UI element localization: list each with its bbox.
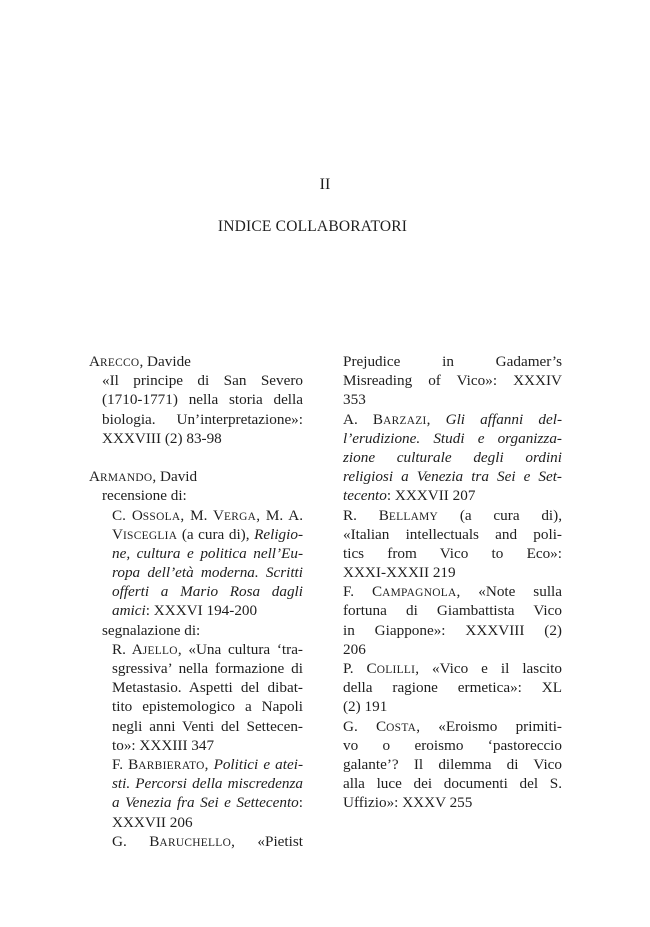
text-run: in Giappone»: XXXVIII (2) — [343, 621, 562, 639]
index-line — [89, 678, 303, 697]
right-column — [343, 352, 562, 813]
author-smallcaps: OSTA — [386, 721, 417, 734]
text-run: , David — [152, 468, 198, 486]
index-line — [343, 601, 562, 620]
author-smallcaps: ARUCHELLO — [159, 836, 232, 849]
italic-title: ne, cultura e politica nell’Eu- — [112, 544, 303, 562]
text-run: galante’? Il dilemma di Vico — [343, 755, 562, 773]
italic-title: Gli affanni del- — [445, 410, 562, 428]
text-run: tics from Vico to Eco»: — [343, 544, 562, 562]
index-line — [343, 544, 562, 563]
index-line — [89, 390, 303, 409]
text-run: negli anni Venti del Settecen- — [112, 717, 303, 735]
text-run: , M. A. — [256, 506, 303, 524]
index-line — [89, 601, 303, 620]
index-line — [89, 582, 303, 601]
text-run: (a cura di), — [177, 525, 255, 543]
text-run: A — [89, 468, 100, 486]
text-run: segnalazione di: — [102, 621, 201, 639]
index-line — [343, 755, 562, 774]
index-line — [89, 717, 303, 736]
text-run: XXXVIII (2) 83-98 — [102, 429, 222, 447]
text-run: , «Eroismo primiti- — [416, 717, 562, 735]
text-run: tito epistemologico a Napoli — [112, 698, 303, 716]
index-line — [343, 390, 562, 409]
index-line — [89, 486, 303, 505]
author-smallcaps: ERGA — [223, 510, 257, 523]
author-smallcaps: JELLO — [142, 644, 178, 657]
page-number: II — [319, 176, 331, 193]
text-run: Uffizio»: XXXV 255 — [343, 794, 473, 812]
text-run: R. A — [112, 640, 143, 658]
index-line — [343, 640, 562, 659]
text-run: , — [426, 410, 446, 428]
text-run: (2) 191 — [343, 698, 388, 716]
text-run: Prejudice in Gadamer’s — [343, 353, 562, 370]
index-line — [89, 410, 303, 429]
text-run: «Il principe di San Severo — [102, 372, 303, 390]
italic-title: amici — [112, 602, 146, 620]
italic-title: tecento — [343, 487, 387, 505]
index-line — [343, 352, 562, 371]
index-line — [343, 793, 562, 812]
index-line — [343, 678, 562, 697]
text-run: P. C — [343, 660, 377, 677]
index-line — [89, 640, 303, 659]
text-run: G. C — [343, 717, 387, 735]
index-line — [89, 774, 303, 793]
text-run: XXXI-XXXII 219 — [343, 564, 456, 582]
text-run: alla luce dei documenti del S. — [343, 775, 562, 793]
text-run: to»: XXXIII 347 — [112, 736, 215, 754]
text-run: G. B — [112, 832, 160, 850]
index-line — [343, 774, 562, 793]
index-line — [343, 659, 562, 678]
text-run: Metastasio. Aspetti del dibat- — [112, 679, 303, 697]
index-line — [343, 717, 562, 736]
author-smallcaps: RMANDO — [99, 472, 153, 485]
index-line — [89, 736, 303, 755]
text-run: (a cura di), — [438, 506, 562, 524]
index-line — [343, 429, 562, 448]
index-line — [343, 525, 562, 544]
index-line — [89, 506, 303, 525]
text-run: , «Vico e il lascito — [415, 660, 562, 677]
author-smallcaps: ISCEGLIA — [122, 529, 178, 542]
text-run: , «Note sulla — [456, 583, 562, 601]
text-run: vo o eroismo ‘pastoreccio — [343, 736, 562, 754]
index-line — [89, 793, 303, 812]
italic-title: ropa dell’età moderna. Scritti — [112, 564, 303, 582]
text-run: 353 — [343, 391, 366, 409]
index-line — [89, 813, 303, 832]
section-title: INDICE COLLABORATORI — [217, 218, 408, 235]
author-smallcaps: SSOLA — [142, 510, 181, 523]
text-run: , «Una cultura ‘tra- — [177, 640, 303, 658]
text-run: F. B — [112, 755, 139, 773]
text-run: : — [298, 794, 303, 812]
text-run: V — [112, 525, 123, 543]
index-line — [343, 582, 562, 601]
text-run: A — [89, 353, 100, 370]
index-line — [343, 467, 562, 486]
author-smallcaps: ELLAMY — [388, 510, 439, 523]
author-smallcaps: RECCO — [99, 357, 140, 369]
text-run: XXXVII 206 — [112, 813, 193, 831]
index-line — [89, 697, 303, 716]
text-run: fortuna di Giambattista Vico — [343, 602, 562, 620]
text-run: , Davide — [139, 353, 191, 370]
index-line — [343, 410, 562, 429]
text-run: , M. V — [180, 506, 224, 524]
text-run: Misreading of Vico»: XXXIV — [343, 372, 562, 390]
text-run: R. B — [343, 506, 389, 524]
italic-title: a Venezia fra Sei e Settecento — [112, 794, 299, 812]
index-line — [89, 659, 303, 678]
author-smallcaps: AMPAGNOLA — [382, 587, 457, 600]
index-line — [343, 697, 562, 716]
author-smallcaps: ARBIERATO — [138, 759, 205, 772]
italic-title: religiosi a Venezia tra Sei e Set- — [343, 468, 562, 486]
text-run: A. B — [343, 410, 384, 428]
text-run: recensione di: — [102, 487, 187, 505]
index-line — [89, 832, 303, 851]
index-line — [89, 371, 303, 390]
index-line — [89, 755, 303, 774]
italic-title: l’erudizione. Studi e organizza- — [343, 429, 562, 447]
text-run: , «Pietist — [231, 832, 303, 850]
entry-gap — [89, 448, 303, 467]
index-line — [343, 736, 562, 755]
text-run: : XXXVI 194-200 — [145, 602, 258, 620]
index-line — [89, 429, 303, 448]
index-line — [343, 506, 562, 525]
index-line — [89, 525, 303, 544]
text-run: C. O — [112, 506, 143, 524]
italic-title: Politici e atei- — [213, 755, 304, 773]
author-smallcaps: OLILLI — [376, 664, 416, 676]
author-smallcaps: ARZAZI — [383, 414, 427, 427]
text-run: F. C — [343, 583, 383, 601]
text-run: biologia. Un’interpretazione»: — [102, 410, 303, 428]
index-line — [89, 467, 303, 486]
index-line — [343, 486, 562, 505]
text-run: (1710-1771) nella storia della — [102, 391, 303, 409]
text-run: sgressiva’ nella formazione di — [112, 660, 303, 677]
italic-title: zione culturale degli ordini — [343, 448, 562, 466]
italic-title: offerti a Mario Rosa dagli — [112, 583, 303, 601]
index-line — [89, 352, 303, 371]
index-line — [343, 448, 562, 467]
text-run: : XXXVII 207 — [386, 487, 476, 505]
index-line — [89, 621, 303, 640]
text-run: , — [204, 755, 214, 773]
index-line — [343, 621, 562, 640]
text-run: 206 — [343, 640, 366, 658]
index-line — [343, 371, 562, 390]
left-column — [89, 352, 303, 851]
italic-title: sti. Percorsi della miscredenza — [112, 775, 303, 793]
index-line — [89, 563, 303, 582]
index-line — [89, 544, 303, 563]
text-run: della ragione ermetica»: XL — [343, 679, 562, 697]
text-run: «Italian intellectuals and poli- — [343, 525, 562, 543]
index-line — [343, 563, 562, 582]
italic-title: Religio- — [254, 525, 303, 543]
